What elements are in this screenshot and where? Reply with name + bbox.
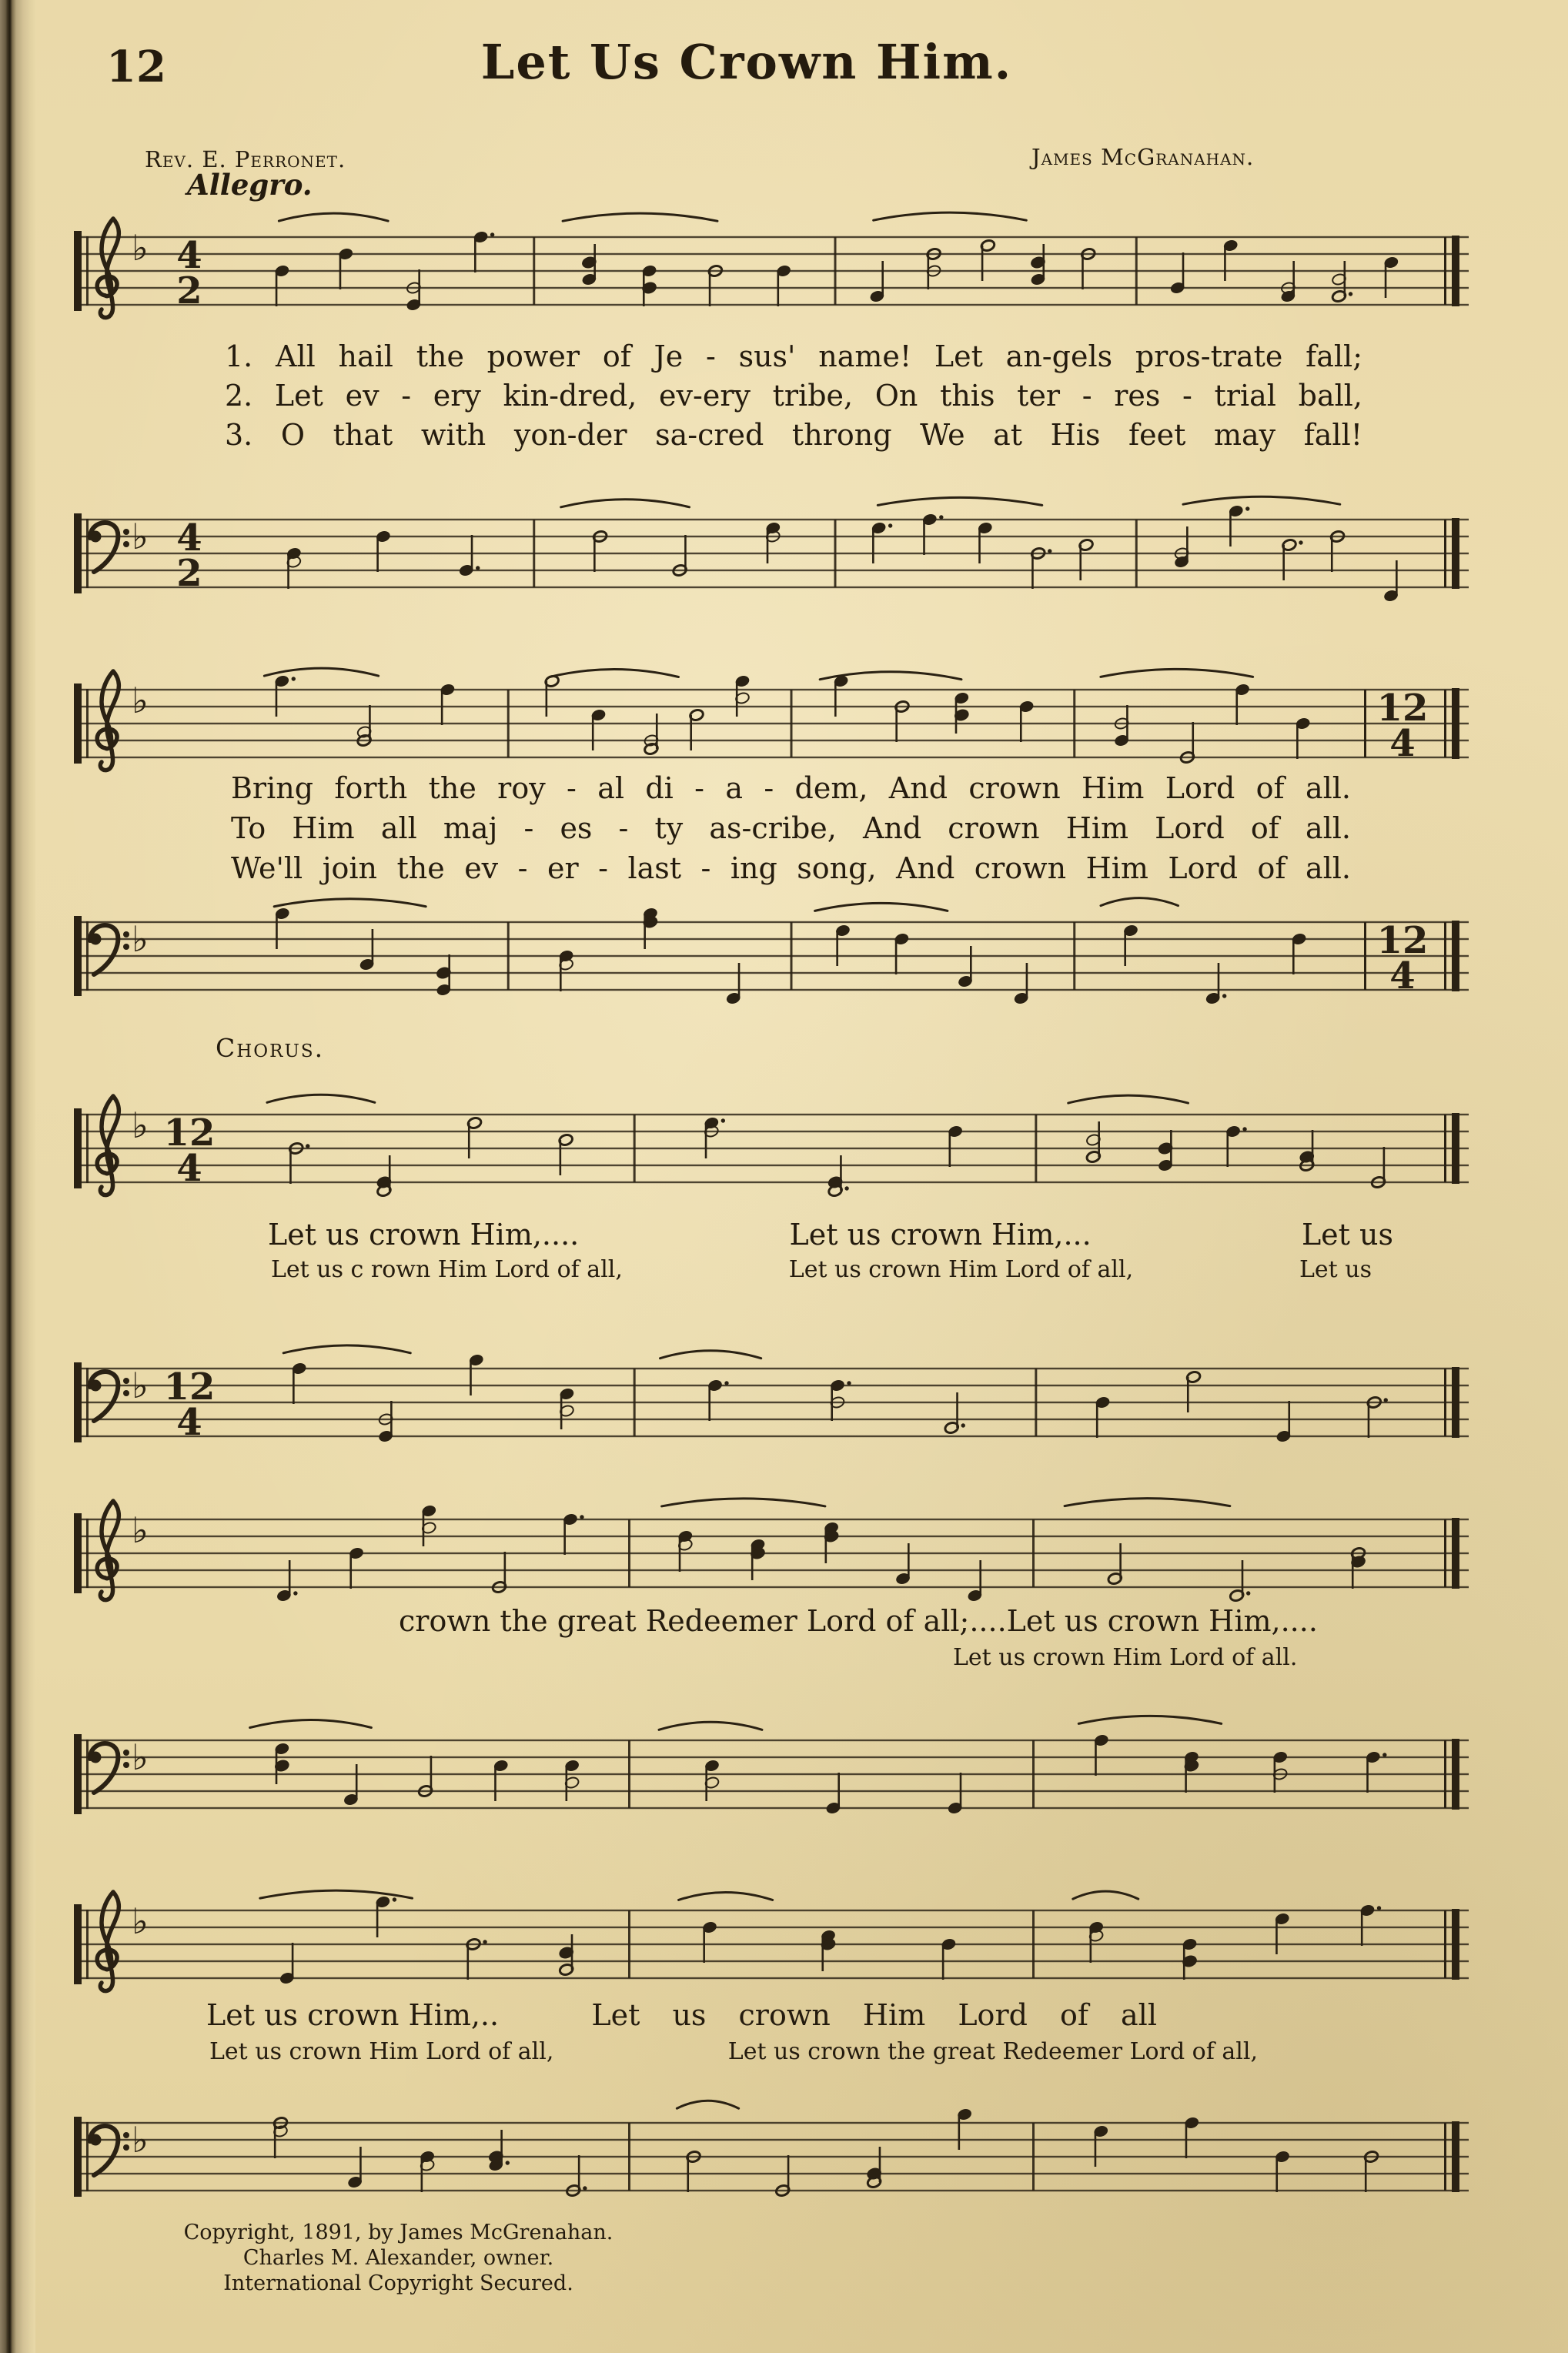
- svg-text:♭: ♭: [132, 227, 149, 269]
- verse-lyrics-first-half: [225, 337, 1362, 455]
- staff-treble-chorus-line1: [66, 1084, 1479, 1213]
- svg-text:12: 12: [1376, 919, 1429, 962]
- composer-credit: James McGranahan.: [1031, 144, 1255, 170]
- lyric-segment: Let us c rown Him Lord of all,: [271, 1256, 623, 1283]
- svg-text:4: 4: [176, 234, 202, 277]
- svg-text:♭: ♭: [132, 918, 149, 960]
- staff-bass-chorus-line2: [66, 1701, 1479, 1847]
- lyric-segment: Let us crown Him,..: [206, 1998, 500, 2032]
- book-binding-edge: [0, 0, 35, 2353]
- page-title: Let Us Crown Him.: [480, 34, 1013, 90]
- svg-text:4: 4: [176, 516, 202, 560]
- svg-text:12: 12: [163, 1365, 216, 1409]
- svg-text:2: 2: [176, 269, 202, 313]
- verse-1-line-continued: Bring forth the roy - al di - a - dem, And crown Him Lord of all.: [231, 771, 1351, 805]
- svg-text:♭: ♭: [132, 516, 149, 557]
- svg-text:♭: ♭: [132, 680, 149, 721]
- lyric-segment: Let us: [1301, 1218, 1393, 1252]
- svg-text:2: 2: [176, 552, 202, 595]
- chorus-echo-line2: Let us crown Him Lord of all.: [953, 1644, 1298, 1671]
- svg-text:4: 4: [1389, 722, 1416, 765]
- svg-text:4: 4: [1389, 954, 1416, 998]
- lyric-segment: Let us crown Him,....: [268, 1218, 580, 1252]
- hymn-number: 12: [106, 42, 166, 92]
- verse-lyrics-second-half: [231, 768, 1351, 888]
- lyric-segment: Let us crown Him,....: [1006, 1604, 1318, 1638]
- chorus-label: Chorus.: [216, 1033, 325, 1063]
- lyric-segment: Let us crown Him Lord of all,: [788, 1256, 1134, 1283]
- author-credit: Rev. E. Perronet.: [145, 146, 346, 172]
- chorus-lyrics-line1: [268, 1218, 1393, 1252]
- svg-text:12: 12: [163, 1111, 216, 1155]
- lyric-segment: Let us: [1299, 1256, 1372, 1283]
- lyric-segment: Let us crown Him,...: [789, 1218, 1092, 1252]
- tempo-marking: Allegro.: [187, 168, 313, 202]
- lyric-segment: Let us crown Him Lord of all,: [209, 2038, 554, 2065]
- verse-2-line-continued: To Him all maj - es - ty as-cribe, And crown Him Lord of all.: [231, 811, 1351, 845]
- svg-text:♭: ♭: [132, 1365, 149, 1406]
- chorus-lyrics-line3: [206, 1998, 1157, 2032]
- staff-treble-chorus-line3: [66, 1883, 1479, 2006]
- staff-bass-chorus-line3: [66, 2089, 1479, 2224]
- svg-text:♭: ♭: [132, 1105, 149, 1146]
- copyright-line: Copyright, 1891, by James McGrenahan.: [183, 2221, 613, 2244]
- verse-3-line-continued: We'll join the ev - er - last - ing song, And crown Him Lord of all.: [231, 851, 1351, 885]
- verse-2-line: 2. Let ev - ery kin-dred, ev-ery tribe, On this ter - res - trial ball,: [225, 379, 1362, 413]
- lyric-segment: Let us crown the great Redeemer Lord of all,: [727, 2038, 1258, 2065]
- staff-treble-chorus-line2: [66, 1492, 1479, 1615]
- svg-text:4: 4: [176, 1147, 202, 1190]
- svg-text:12: 12: [1376, 687, 1429, 730]
- chorus-lyrics-line2: [399, 1604, 1318, 1638]
- chorus-echo-line1: [271, 1256, 1372, 1283]
- svg-text:♭: ♭: [132, 1509, 149, 1551]
- staff-treble-verse-line1: [66, 205, 1479, 337]
- staff-bass-chorus-line1: [66, 1330, 1479, 1475]
- copyright-notice: [173, 2220, 624, 2296]
- lyric-segment: Let us crown Him Lord of all: [591, 1998, 1157, 2032]
- verse-1-line: 1. All hail the power of Je - sus' name! Let an-gels pros-trate fall;: [225, 339, 1362, 373]
- chorus-echo-line3: [209, 2038, 1258, 2065]
- svg-text:4: 4: [176, 1401, 202, 1444]
- copyright-line: International Copyright Secured.: [223, 2271, 573, 2295]
- lyric-segment: crown the great Redeemer Lord of all;....: [399, 1604, 1007, 1638]
- svg-text:♭: ♭: [132, 1900, 149, 1942]
- svg-text:♭: ♭: [132, 2119, 149, 2161]
- verse-3-line: 3. O that with yon-der sa-cred throng We at His feet may fall!: [225, 418, 1362, 452]
- staff-bass-verse-line1: [66, 485, 1479, 622]
- copyright-line: Charles M. Alexander, owner.: [242, 2246, 554, 2270]
- svg-text:♭: ♭: [132, 1736, 149, 1778]
- staff-bass-verse-line2: [66, 884, 1479, 1028]
